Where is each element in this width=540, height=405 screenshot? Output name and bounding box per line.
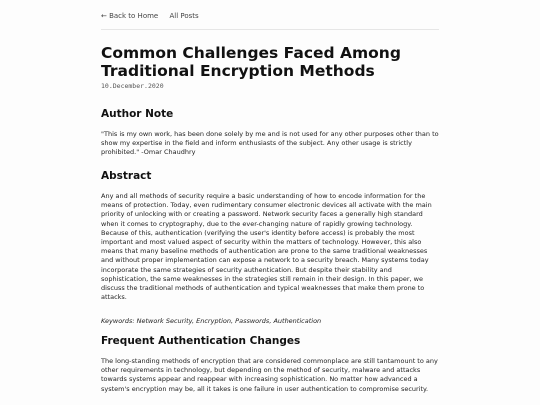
article-title: Common Challenges Faced Among Traditional Encryption Methods — [101, 44, 401, 80]
frequent-changes-heading: Frequent Authentication Changes — [101, 335, 301, 347]
top-navigation — [101, 12, 439, 20]
keywords-text: Keywords: Network Security, Encryption, Passwords, Authentication — [101, 317, 322, 325]
author-note-text: "This is my own work, has been done solely by me and is not used for any other purposes other than to show my expertise in the field and inform enthusiasts of the subject. Any other usage is strictly prohibited." -Omar Chaudhry — [101, 130, 439, 157]
all-posts-link[interactable]: All Posts — [169, 12, 199, 20]
nav-divider — [101, 29, 439, 30]
article-date: 10.December.2020 — [101, 82, 164, 90]
author-note-heading: Author Note — [101, 108, 174, 120]
back-to-home-link[interactable]: ← Back to Home — [101, 12, 159, 20]
abstract-heading: Abstract — [101, 170, 152, 182]
abstract-text: Any and all methods of security require a basic understanding of how to encode information for the means of protection. Today, even rudimentary consumer electronic devices all activate with the main priority of unlocking with or creating a password. Network security faces a generally high standard when it comes to cryptography, due to the ever-changing nature of rapidly growing technology. Because of this, authentication (verifying the user's identity before access) is probably the most important and most valued aspect of security within the matters of technology. However, this also means that many baseline methods of authentication are prone to the same traditional weaknesses and without proper implementation can expose a network to a security breach. Many systems today incorporate the same strategies of security authentication. But despite their stability and sophistication, the same weaknesses in the strategies still remain in their design. In this paper, we discuss the traditional methods of authentication and typical weaknesses that make them prone to attacks. — [101, 192, 432, 302]
frequent-changes-text: The long-standing methods of encryption that are considered commonplace are still tantamount to any other requirements in technology, but depending on the method of security, malware and attacks towards systems appear and reappear with increasing sophistication. No matter how advanced a system's encryption may be, all it takes is one failure in user authentication to compromise security. — [101, 357, 438, 393]
